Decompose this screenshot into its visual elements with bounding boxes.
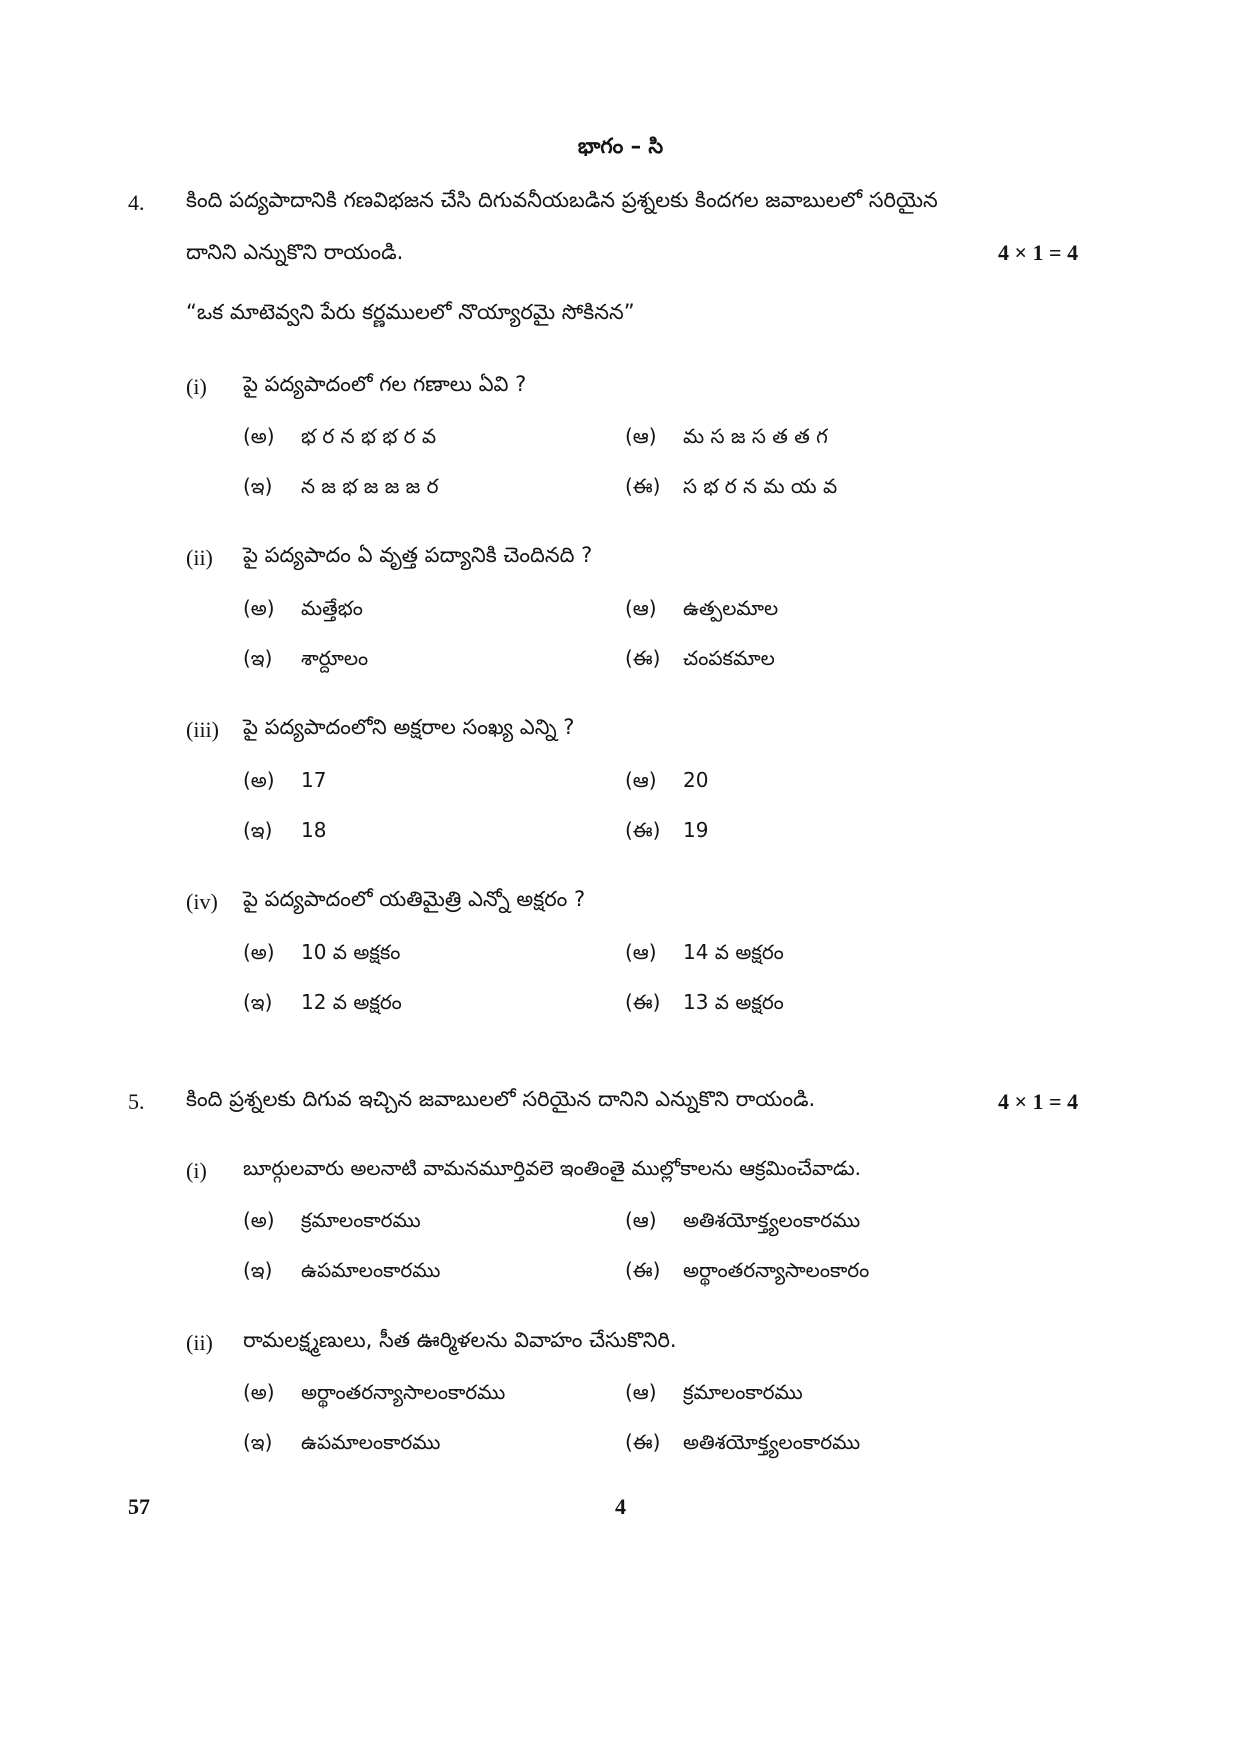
page-number: 4 bbox=[615, 1494, 626, 1519]
q4-number: 4. bbox=[128, 190, 145, 215]
option-text: అతిశయోక్త్యలంకారము bbox=[683, 1208, 861, 1232]
option-text: క్రమాలంకారము bbox=[301, 1208, 421, 1232]
q5-number: 5. bbox=[128, 1089, 145, 1114]
option-label: (ఈ) bbox=[625, 1430, 661, 1454]
option-text: క్రమాలంకారము bbox=[683, 1380, 803, 1404]
q5-sub1-roman: (i) bbox=[186, 1158, 207, 1183]
section-title: భాగం – సి bbox=[577, 134, 664, 158]
q4-sub2-option-ii bbox=[625, 646, 775, 675]
option-label: (ఈ) bbox=[625, 474, 661, 498]
option-text: న జ భ జ జ జ ర bbox=[301, 474, 439, 498]
q4-sub3-option-i bbox=[243, 818, 326, 847]
option-text: ఉపమాలంకారము bbox=[301, 1430, 441, 1454]
q4-sub2-option-i bbox=[243, 646, 368, 675]
option-text: 17 bbox=[301, 768, 327, 792]
option-label: (ఇ) bbox=[243, 1258, 273, 1282]
q4-sub1-roman: (i) bbox=[186, 374, 207, 399]
option-label: (ఆ) bbox=[625, 1208, 657, 1232]
option-text: 12 వ అక్షరం bbox=[301, 990, 402, 1014]
q5-sub1-option-ii bbox=[625, 1258, 869, 1287]
q4-sub3-option-aa bbox=[625, 768, 708, 797]
q5-sub2-roman: (ii) bbox=[186, 1330, 213, 1355]
option-label: (ఆ) bbox=[625, 940, 657, 964]
q4-sub3-option-a bbox=[243, 768, 326, 797]
option-label: (ఈ) bbox=[625, 990, 661, 1014]
q4-verse: “ఒక మాటెవ్వని పేరు కర్ణములలో నొయ్యారమై సోకినన” bbox=[186, 300, 635, 324]
option-label: (ఇ) bbox=[243, 818, 273, 842]
q5-sub2-option-aa bbox=[625, 1380, 803, 1409]
option-text: అతిశయోక్త్యలంకారము bbox=[683, 1430, 861, 1454]
option-text: 13 వ అక్షరం bbox=[683, 990, 784, 1014]
q5-sub2-option-i bbox=[243, 1430, 440, 1459]
option-label: (అ) bbox=[243, 1380, 275, 1404]
q4-sub4-option-ii bbox=[625, 990, 784, 1019]
q4-sub2-option-a bbox=[243, 596, 363, 625]
q4-sub4-roman: (iv) bbox=[186, 889, 218, 914]
option-text: స భ ర న మ య వ bbox=[683, 474, 838, 498]
option-label: (ఆ) bbox=[625, 596, 657, 620]
q4-sub4-option-a bbox=[243, 940, 400, 969]
option-text: 20 bbox=[683, 768, 709, 792]
q4-sub3-text: పై పద్యపాదంలోని అక్షరాల సంఖ్య ఎన్ని ? bbox=[243, 715, 575, 739]
option-text: చంపకమాల bbox=[683, 646, 775, 670]
option-text: అర్థాంతరన్యాసాలంకారం bbox=[683, 1258, 870, 1282]
option-text: శార్దూలం bbox=[301, 646, 369, 670]
q4-instruction-line2: దానిని ఎన్నుకొని రాయండి. bbox=[186, 240, 404, 264]
q4-sub2-roman: (ii) bbox=[186, 545, 213, 570]
q4-sub4-text: పై పద్యపాదంలో యతిమైత్రి ఎన్నో అక్షరం ? bbox=[243, 887, 586, 911]
q5-sub1-option-aa bbox=[625, 1208, 860, 1237]
q4-sub2-option-aa bbox=[625, 596, 778, 625]
q4-instruction-line1: కింది పద్యపాదానికి గణవిభజన చేసి దిగువనీయబడిన ప్రశ్నలకు కిందగల జవాబులలో సరియైన bbox=[186, 188, 938, 212]
option-text: మ స జ స త త గ bbox=[683, 424, 828, 448]
option-text: 19 bbox=[683, 818, 709, 842]
option-label: (అ) bbox=[243, 424, 275, 448]
q5-sub1-option-i bbox=[243, 1258, 440, 1287]
option-label: (ఈ) bbox=[625, 646, 661, 670]
option-text: 14 వ అక్షరం bbox=[683, 940, 784, 964]
q5-sub2-option-a bbox=[243, 1380, 505, 1409]
option-label: (ఈ) bbox=[625, 818, 661, 842]
option-label: (అ) bbox=[243, 596, 275, 620]
q4-sub1-option-aa bbox=[625, 424, 828, 453]
q5-instruction: కింది ప్రశ్నలకు దిగువ ఇచ్చిన జవాబులలో సరియైన దానిని ఎన్నుకొని రాయండి. bbox=[186, 1087, 816, 1111]
q5-sub1-option-a bbox=[243, 1208, 421, 1237]
option-label: (ఇ) bbox=[243, 1430, 273, 1454]
option-text: అర్థాంతరన్యాసాలంకారము bbox=[301, 1380, 506, 1404]
option-label: (ఇ) bbox=[243, 646, 273, 670]
option-text: మత్తేభం bbox=[301, 596, 363, 620]
q4-sub1-text: పై పద్యపాదంలో గల గణాలు ఏవి ? bbox=[243, 372, 527, 396]
option-label: (అ) bbox=[243, 1208, 275, 1232]
q4-sub2-text: పై పద్యపాదం ఏ వృత్త పద్యానికి చెందినది ? bbox=[243, 543, 593, 567]
option-label: (ఈ) bbox=[625, 1258, 661, 1282]
q4-sub3-roman: (iii) bbox=[186, 717, 219, 742]
q4-marks: 4 × 1 = 4 bbox=[998, 240, 1079, 265]
option-text: 10 వ అక్షకం bbox=[301, 940, 401, 964]
option-text: 18 bbox=[301, 818, 327, 842]
option-text: భ ర న భ భ ర వ bbox=[301, 424, 437, 448]
q4-sub1-option-i bbox=[243, 474, 439, 503]
q5-sub2-option-ii bbox=[625, 1430, 860, 1459]
option-text: ఉత్పలమాల bbox=[683, 596, 779, 620]
q5-sub2-text: రామలక్ష్మణులు, సీత ఊర్మిళలను వివాహం చేసుకొనిరి. bbox=[243, 1328, 677, 1352]
option-label: (ఆ) bbox=[625, 1380, 657, 1404]
option-text: ఉపమాలంకారము bbox=[301, 1258, 441, 1282]
q4-sub1-option-ii bbox=[625, 474, 837, 503]
q5-marks: 4 × 1 = 4 bbox=[998, 1089, 1079, 1114]
q4-sub1-option-a bbox=[243, 424, 436, 453]
q5-sub1-text: బూర్గులవారు అలనాటి వామనమూర్తివలె ఇంతింతై ముల్లోకాలను ఆక్రమించేవాడు. bbox=[243, 1156, 862, 1180]
q4-sub4-option-aa bbox=[625, 940, 784, 969]
option-label: (ఇ) bbox=[243, 474, 273, 498]
q4-sub4-option-i bbox=[243, 990, 402, 1019]
option-label: (ఆ) bbox=[625, 424, 657, 448]
paper-code: 57 bbox=[128, 1494, 150, 1519]
option-label: (ఆ) bbox=[625, 768, 657, 792]
option-label: (ఇ) bbox=[243, 990, 273, 1014]
q4-sub3-option-ii bbox=[625, 818, 708, 847]
option-label: (అ) bbox=[243, 768, 275, 792]
option-label: (అ) bbox=[243, 940, 275, 964]
